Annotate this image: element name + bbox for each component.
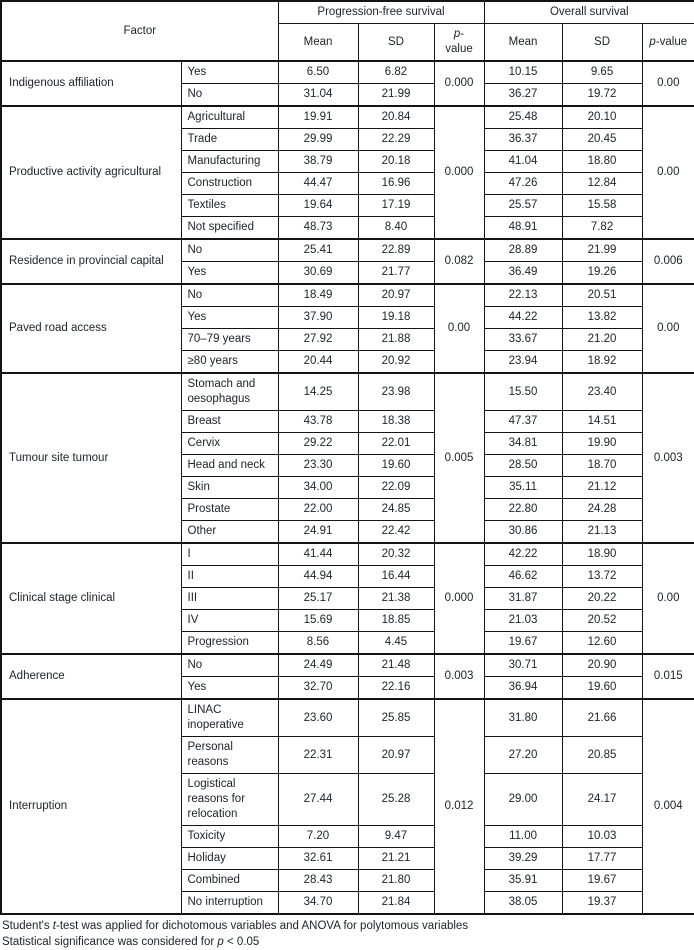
table-row (1, 654, 694, 677)
pfs-mean-cell: 43.78 (278, 411, 358, 433)
footnote-significance: Statistical significance was considered for p < 0.05 (2, 936, 260, 948)
os-sd-cell: 10.03 (562, 826, 642, 848)
pfs-mean-cell: 8.56 (278, 632, 358, 655)
table-header (1, 1, 694, 61)
factor-cell: Clinical stage clinical (1, 543, 181, 654)
os-mean-cell: 22.13 (484, 284, 562, 307)
os-group-header: Overall survival (484, 1, 694, 24)
pfs-mean-cell: 19.91 (278, 106, 358, 129)
pfs-sd-cell: 22.42 (358, 521, 434, 544)
pfs-mean-cell: 32.61 (278, 848, 358, 870)
pfs-sd-cell: 22.89 (358, 239, 434, 262)
category-cell: No interruption (181, 892, 278, 915)
os-mean-cell: 21.03 (484, 610, 562, 632)
os-pvalue-cell: 0.00 (642, 61, 694, 106)
pfs-sd-cell: 21.99 (358, 84, 434, 107)
pfs-sd-cell: 8.40 (358, 217, 434, 240)
os-sd-cell: 21.20 (562, 329, 642, 351)
table-row (1, 61, 694, 84)
category-cell: Yes (181, 677, 278, 700)
pfs-mean-cell: 48.73 (278, 217, 358, 240)
pfs-sd-cell: 21.80 (358, 870, 434, 892)
os-mean-cell: 36.37 (484, 129, 562, 151)
table-row (1, 284, 694, 307)
factor-cell: Interruption (1, 699, 181, 914)
os-mean-cell: 22.80 (484, 499, 562, 521)
pfs-sd-cell: 20.18 (358, 151, 434, 173)
os-pvalue-cell: 0.003 (642, 373, 694, 543)
os-sd-cell: 13.72 (562, 566, 642, 588)
os-sd-cell: 20.90 (562, 654, 642, 677)
os-sd-cell: 23.40 (562, 373, 642, 411)
category-cell: Yes (181, 307, 278, 329)
os-sd-cell: 21.66 (562, 699, 642, 737)
pfs-sd-cell: 18.85 (358, 610, 434, 632)
os-mean-cell: 36.27 (484, 84, 562, 107)
pfs-sd-cell: 21.21 (358, 848, 434, 870)
pfs-mean-header: Mean (278, 24, 358, 62)
os-mean-cell: 30.71 (484, 654, 562, 677)
pfs-sd-cell: 20.97 (358, 737, 434, 774)
pfs-mean-cell: 14.25 (278, 373, 358, 411)
os-sd-cell: 21.99 (562, 239, 642, 262)
os-sd-cell: 19.72 (562, 84, 642, 107)
os-sd-cell: 14.51 (562, 411, 642, 433)
os-mean-cell: 36.49 (484, 262, 562, 285)
category-cell: IV (181, 610, 278, 632)
pfs-mean-cell: 6.50 (278, 61, 358, 84)
category-cell: Cervix (181, 433, 278, 455)
category-cell: Combined (181, 870, 278, 892)
pfs-pvalue-cell: 0.000 (434, 61, 484, 106)
category-cell: No (181, 284, 278, 307)
os-sd-cell: 21.12 (562, 477, 642, 499)
pfs-pvalue-cell: 0.000 (434, 543, 484, 654)
os-sd-cell: 20.10 (562, 106, 642, 129)
pfs-sd-header: SD (358, 24, 434, 62)
os-mean-cell: 33.67 (484, 329, 562, 351)
category-cell: Other (181, 521, 278, 544)
os-sd-cell: 15.58 (562, 195, 642, 217)
pfs-sd-cell: 9.47 (358, 826, 434, 848)
factor-header: Factor (1, 1, 278, 61)
os-mean-cell: 31.87 (484, 588, 562, 610)
os-mean-cell: 39.29 (484, 848, 562, 870)
category-cell: Personal reasons (181, 737, 278, 774)
category-cell: Manufacturing (181, 151, 278, 173)
category-cell: I (181, 543, 278, 566)
os-pvalue-header (642, 24, 694, 62)
pfs-sd-cell: 20.84 (358, 106, 434, 129)
table-body (1, 61, 694, 914)
factor-cell: Productive activity agricultural (1, 106, 181, 239)
os-sd-cell: 18.80 (562, 151, 642, 173)
pfs-mean-cell: 20.44 (278, 351, 358, 374)
os-sd-cell: 20.45 (562, 129, 642, 151)
factor-cell: Tumour site tumour (1, 373, 181, 543)
pfs-sd-cell: 19.18 (358, 307, 434, 329)
os-sd-cell: 19.26 (562, 262, 642, 285)
os-mean-cell: 48.91 (484, 217, 562, 240)
pfs-mean-cell: 22.31 (278, 737, 358, 774)
pfs-sd-cell: 16.96 (358, 173, 434, 195)
pfs-mean-cell: 19.64 (278, 195, 358, 217)
os-mean-cell: 46.62 (484, 566, 562, 588)
pfs-sd-cell: 17.19 (358, 195, 434, 217)
category-cell: Yes (181, 262, 278, 285)
os-sd-cell: 19.90 (562, 433, 642, 455)
pfs-mean-cell: 23.30 (278, 455, 358, 477)
os-pvalue-cell: 0.00 (642, 106, 694, 239)
pfs-sd-cell: 21.84 (358, 892, 434, 915)
os-mean-cell: 42.22 (484, 543, 562, 566)
pfs-sd-cell: 22.01 (358, 433, 434, 455)
pfs-mean-cell: 29.99 (278, 129, 358, 151)
category-cell: Construction (181, 173, 278, 195)
pfs-sd-cell: 21.48 (358, 654, 434, 677)
pfs-mean-cell: 15.69 (278, 610, 358, 632)
os-sd-cell: 24.28 (562, 499, 642, 521)
os-mean-cell: 19.67 (484, 632, 562, 655)
os-sd-cell: 12.84 (562, 173, 642, 195)
category-cell: Not specified (181, 217, 278, 240)
footnote-ttest: Student's t-test was applied for dichotomous variables and ANOVA for polytomous variables (2, 920, 469, 932)
factor-cell: Adherence (1, 654, 181, 699)
pfs-mean-cell: 34.00 (278, 477, 358, 499)
category-cell: Logistical reasons for relocation (181, 774, 278, 826)
pvalue-italic-p: p (453, 28, 461, 40)
pfs-mean-cell: 44.47 (278, 173, 358, 195)
os-pvalue-cell: 0.004 (642, 699, 694, 914)
category-cell: Progression (181, 632, 278, 655)
os-mean-cell: 15.50 (484, 373, 562, 411)
category-cell: Agricultural (181, 106, 278, 129)
os-mean-cell: 47.26 (484, 173, 562, 195)
category-cell: Trade (181, 129, 278, 151)
os-sd-cell: 19.37 (562, 892, 642, 915)
factor-cell: Residence in provincial capital (1, 239, 181, 284)
os-pvalue-cell: 0.00 (642, 284, 694, 373)
pfs-mean-cell: 7.20 (278, 826, 358, 848)
pfs-sd-cell: 24.85 (358, 499, 434, 521)
os-mean-cell: 41.04 (484, 151, 562, 173)
category-cell: 70–79 years (181, 329, 278, 351)
pfs-sd-cell: 19.60 (358, 455, 434, 477)
os-mean-cell: 47.37 (484, 411, 562, 433)
os-sd-cell: 20.52 (562, 610, 642, 632)
pfs-sd-cell: 22.16 (358, 677, 434, 700)
pfs-mean-cell: 32.70 (278, 677, 358, 700)
pfs-mean-cell: 22.00 (278, 499, 358, 521)
pfs-pvalue-cell: 0.082 (434, 239, 484, 284)
pfs-mean-cell: 27.44 (278, 774, 358, 826)
pfs-mean-cell: 28.43 (278, 870, 358, 892)
os-mean-cell: 35.91 (484, 870, 562, 892)
factor-cell: Indigenous affiliation (1, 61, 181, 106)
category-cell: Skin (181, 477, 278, 499)
pvalue-italic-p: p (649, 35, 656, 48)
category-cell: Yes (181, 61, 278, 84)
pfs-mean-cell: 30.69 (278, 262, 358, 285)
os-mean-cell: 31.80 (484, 699, 562, 737)
pfs-sd-cell: 20.32 (358, 543, 434, 566)
pfs-sd-cell: 21.38 (358, 588, 434, 610)
os-sd-cell: 20.85 (562, 737, 642, 774)
os-mean-cell: 11.00 (484, 826, 562, 848)
os-mean-cell: 35.11 (484, 477, 562, 499)
os-sd-cell: 18.70 (562, 455, 642, 477)
header-group-row (1, 1, 694, 24)
pfs-sd-cell: 22.09 (358, 477, 434, 499)
os-sd-header: SD (562, 24, 642, 62)
pfs-mean-cell: 31.04 (278, 84, 358, 107)
os-pvalue-cell: 0.00 (642, 543, 694, 654)
pfs-sd-cell: 25.28 (358, 774, 434, 826)
category-cell: Toxicity (181, 826, 278, 848)
pfs-mean-cell: 18.49 (278, 284, 358, 307)
pfs-mean-cell: 24.49 (278, 654, 358, 677)
category-cell: Head and neck (181, 455, 278, 477)
os-sd-cell: 18.90 (562, 543, 642, 566)
pfs-sd-cell: 21.77 (358, 262, 434, 285)
pfs-sd-cell: 20.92 (358, 351, 434, 374)
pfs-pvalue-cell: 0.005 (434, 373, 484, 543)
pfs-sd-cell: 18.38 (358, 411, 434, 433)
category-cell: II (181, 566, 278, 588)
os-mean-cell: 25.57 (484, 195, 562, 217)
os-sd-cell: 12.60 (562, 632, 642, 655)
category-cell: Holiday (181, 848, 278, 870)
os-mean-cell: 44.22 (484, 307, 562, 329)
category-cell: Stomach and oesophagus (181, 373, 278, 411)
os-sd-cell: 21.13 (562, 521, 642, 544)
os-sd-cell: 19.60 (562, 677, 642, 700)
factor-cell: Paved road access (1, 284, 181, 373)
category-cell: III (181, 588, 278, 610)
table-row (1, 106, 694, 129)
os-sd-cell: 24.17 (562, 774, 642, 826)
category-cell: No (181, 654, 278, 677)
os-pvalue-cell: 0.006 (642, 239, 694, 284)
pfs-sd-cell: 20.97 (358, 284, 434, 307)
pfs-mean-cell: 27.92 (278, 329, 358, 351)
os-mean-cell: 28.50 (484, 455, 562, 477)
category-cell: Prostate (181, 499, 278, 521)
pfs-mean-cell: 34.70 (278, 892, 358, 915)
pfs-sd-cell: 23.98 (358, 373, 434, 411)
os-mean-header: Mean (484, 24, 562, 62)
pfs-pvalue-cell: 0.012 (434, 699, 484, 914)
category-cell: No (181, 239, 278, 262)
os-sd-cell: 19.67 (562, 870, 642, 892)
os-sd-cell: 20.22 (562, 588, 642, 610)
pfs-group-header: Progression-free survival (278, 1, 484, 24)
os-mean-cell: 25.48 (484, 106, 562, 129)
pfs-mean-cell: 38.79 (278, 151, 358, 173)
category-cell: Breast (181, 411, 278, 433)
pfs-mean-cell: 29.22 (278, 433, 358, 455)
os-mean-cell: 27.20 (484, 737, 562, 774)
footnotes (2, 918, 694, 950)
pfs-sd-cell: 22.29 (358, 129, 434, 151)
pfs-mean-cell: 24.91 (278, 521, 358, 544)
pfs-mean-cell: 41.44 (278, 543, 358, 566)
pfs-sd-cell: 25.85 (358, 699, 434, 737)
pvalue-rest: -value (445, 28, 473, 55)
pfs-sd-cell: 16.44 (358, 566, 434, 588)
os-pvalue-cell: 0.015 (642, 654, 694, 699)
os-mean-cell: 38.05 (484, 892, 562, 915)
category-cell: ≥80 years (181, 351, 278, 374)
pfs-pvalue-cell: 0.00 (434, 284, 484, 373)
pfs-pvalue-header (434, 24, 484, 62)
os-mean-cell: 10.15 (484, 61, 562, 84)
pfs-sd-cell: 6.82 (358, 61, 434, 84)
os-mean-cell: 29.00 (484, 774, 562, 826)
pfs-mean-cell: 44.94 (278, 566, 358, 588)
os-sd-cell: 18.92 (562, 351, 642, 374)
os-sd-cell: 13.82 (562, 307, 642, 329)
os-mean-cell: 23.94 (484, 351, 562, 374)
table-row (1, 699, 694, 737)
os-sd-cell: 17.77 (562, 848, 642, 870)
pfs-pvalue-cell: 0.003 (434, 654, 484, 699)
os-mean-cell: 30.86 (484, 521, 562, 544)
pfs-sd-cell: 4.45 (358, 632, 434, 655)
category-cell: LINAC inoperative (181, 699, 278, 737)
category-cell: Textiles (181, 195, 278, 217)
os-sd-cell: 9.65 (562, 61, 642, 84)
os-sd-cell: 7.82 (562, 217, 642, 240)
table-row (1, 373, 694, 411)
table-row (1, 239, 694, 262)
os-mean-cell: 34.81 (484, 433, 562, 455)
pfs-mean-cell: 25.41 (278, 239, 358, 262)
pfs-pvalue-cell: 0.000 (434, 106, 484, 239)
os-mean-cell: 36.94 (484, 677, 562, 700)
pfs-sd-cell: 21.88 (358, 329, 434, 351)
pfs-mean-cell: 37.90 (278, 307, 358, 329)
pfs-mean-cell: 25.17 (278, 588, 358, 610)
os-sd-cell: 20.51 (562, 284, 642, 307)
pvalue-rest: -value (655, 35, 688, 48)
os-mean-cell: 28.89 (484, 239, 562, 262)
pfs-mean-cell: 23.60 (278, 699, 358, 737)
category-cell: No (181, 84, 278, 107)
table-row (1, 543, 694, 566)
